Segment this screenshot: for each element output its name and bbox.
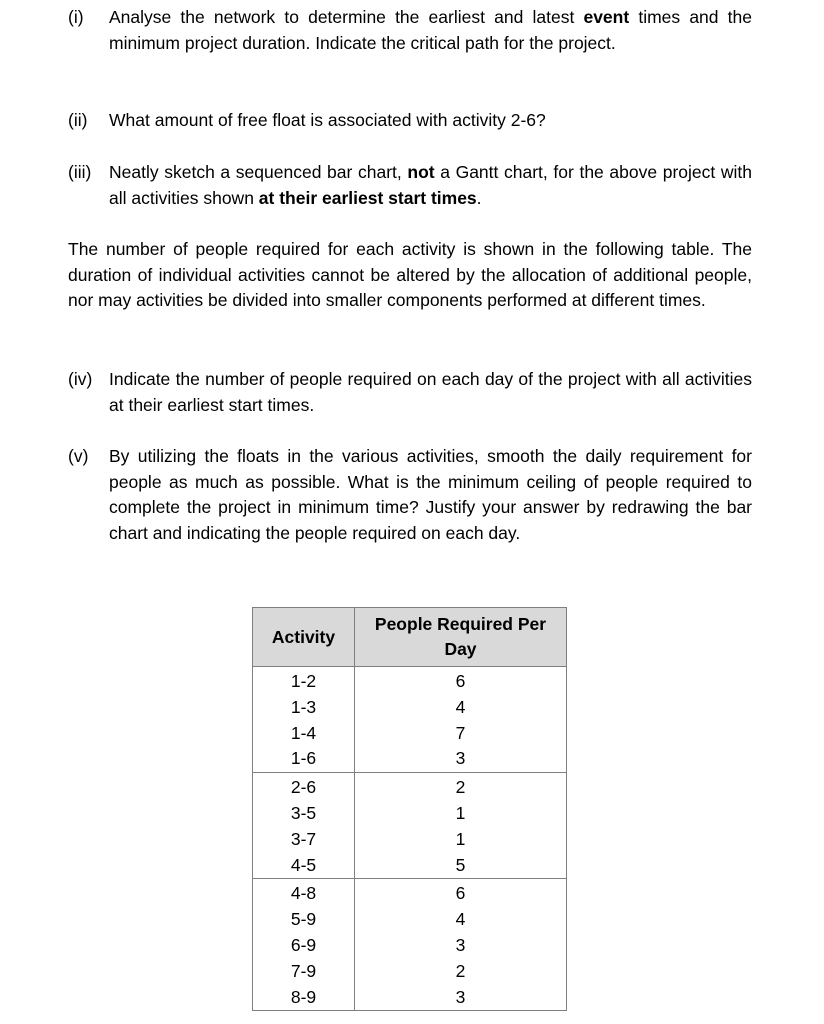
question-ii [68,108,752,134]
table-row [253,695,567,721]
activity-cell: 4-5 [253,853,355,879]
people-cell: 1 [355,827,567,853]
question-iv [68,367,752,418]
activity-cell: 1-6 [253,746,355,772]
question-text: Analyse the network to determine the earliest and latest event times and the minimum project duration. Indicate the critical path for the project. [109,7,752,53]
question-i [68,5,752,56]
activity-cell: 1-3 [253,695,355,721]
people-cell: 7 [355,721,567,747]
people-cell: 3 [355,933,567,959]
table-row [253,933,567,959]
question-text: By utilizing the floats in the various activities, smooth the daily requirement for people as much as possible. What is the minimum ceiling of people required to complete the project in minimum time? Justify your answer by redrawing the bar chart and indicating the people required on each day. [109,446,752,543]
table-row [253,985,567,1011]
table-row [253,959,567,985]
question-text: Neatly sketch a sequenced bar chart, not a Gantt chart, for the above project with all activities shown at their earliest start times. [109,162,752,208]
activity-cell: 6-9 [253,933,355,959]
question-number: (iii) [68,162,92,182]
table-header-row [253,608,567,667]
question-text: What amount of free float is associated with activity 2-6? [109,110,546,130]
table-row [253,853,567,879]
people-cell: 4 [355,695,567,721]
table-row [253,801,567,827]
table-row [253,773,567,801]
people-required-table [252,607,567,1011]
question-iii [68,160,752,211]
table-row [253,667,567,695]
question-number: (ii) [68,110,88,130]
people-cell: 3 [355,746,567,772]
people-cell: 4 [355,907,567,933]
activity-cell: 3-7 [253,827,355,853]
intro-paragraph: The number of people required for each activity is shown in the following table. The duration of individual activities cannot be altered by the allocation of additional people, nor may activities be divided into smaller components performed at different times. [68,239,752,310]
people-cell: 2 [355,773,567,801]
people-cell: 1 [355,801,567,827]
table-row [253,907,567,933]
table-row [253,746,567,772]
people-cell: 6 [355,667,567,695]
activity-cell: 8-9 [253,985,355,1011]
activity-cell: 5-9 [253,907,355,933]
activity-cell: 2-6 [253,773,355,801]
header-people-required: People Required Per Day [355,608,567,667]
question-v [68,444,752,546]
question-text: Indicate the number of people required on each day of the project with all activities at their earliest start times. [109,369,752,415]
question-number: (v) [68,446,89,466]
table-row [253,721,567,747]
activity-cell: 3-5 [253,801,355,827]
table-row [253,827,567,853]
people-cell: 2 [355,959,567,985]
question-number: (i) [68,7,84,27]
people-cell: 6 [355,879,567,907]
activity-cell: 1-4 [253,721,355,747]
header-activity: Activity [253,608,355,667]
question-number: (iv) [68,369,93,389]
activity-cell: 7-9 [253,959,355,985]
activity-cell: 4-8 [253,879,355,907]
activity-cell: 1-2 [253,667,355,695]
table-row [253,879,567,907]
people-cell: 5 [355,853,567,879]
people-cell: 3 [355,985,567,1011]
